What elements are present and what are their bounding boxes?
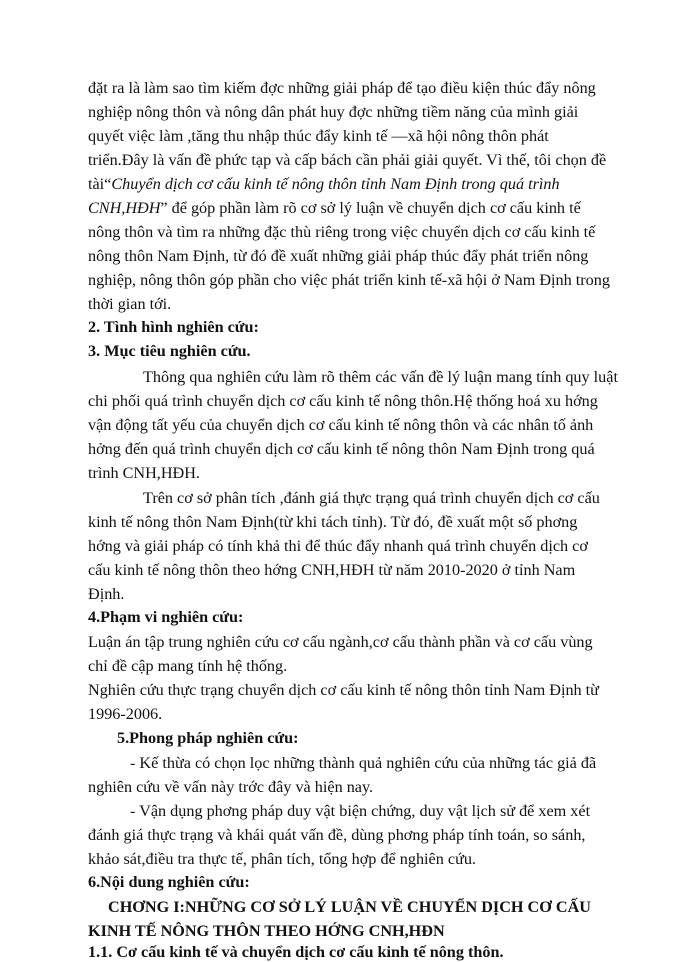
section3-para2-line-4: cấu kinh tế nông thôn theo hớng CNH,HĐH từ năm 2010-2020 ở tỉnh Nam	[88, 561, 576, 579]
intro-line-9: nghiệp, nông thôn góp phần cho việc phát triển kinh tế-xã hội ở Nam Định trong	[88, 271, 610, 289]
heading-5: 5.Phong pháp nghiên cứu:	[117, 729, 299, 747]
intro-line-4: triển.Đây là vấn đề phức tạp và cấp bách cần phải giải quyết. Vì thế, tôi chọn đề	[88, 151, 607, 169]
intro-line-5-pre: tài“	[88, 175, 112, 193]
intro-line-5	[88, 174, 560, 194]
intro-line-8: nông thôn Nam Định, từ đó đề xuất những giải pháp thúc đẩy phát triển nông	[88, 247, 589, 265]
intro-line-6-post: ” để góp phần làm rõ cơ sở lý luận về chuyển dịch cơ cấu kinh tế	[160, 199, 581, 217]
intro-line-6	[88, 198, 581, 218]
heading-4: 4.Phạm vi nghiên cứu:	[88, 608, 244, 626]
section3-para2-line-3: hớng và giải pháp có tính khả thi để thúc đẩy nhanh quá trình chuyển dịch cơ	[88, 537, 588, 555]
section3-para1-line-4: hởng đến quá trình chuyển dịch cơ cấu kinh tế nông thôn Nam Định trong quá	[88, 440, 595, 458]
section3-para1-line-2: chi phối quá trình chuyển dịch cơ cấu kinh tế nông thôn.Hệ thống hoá xu hớng	[88, 392, 598, 410]
section3-para1-line-1: Thông qua nghiên cứu làm rõ thêm các vấn đề lý luận mang tính quy luật	[143, 368, 618, 386]
intro-line-7: nông thôn và tìm ra những đặc thù riêng trong việc chuyển dịch cơ cấu kinh tế	[88, 223, 596, 241]
section3-para1-line-3: vận động tất yếu của chuyển dịch cơ cấu kinh tế nông thôn và các nhân tố ảnh	[88, 416, 594, 434]
section5-para2-line-3: khảo sát,điều tra thực tế, phân tích, tổng hợp để nghiên cứu.	[88, 850, 476, 868]
section4-para2-line-2: 1996-2006.	[88, 705, 163, 723]
chapter-title-line-2: KINH TẾ NÔNG THÔN THEO HỚNG CNH,HĐN	[88, 922, 445, 940]
intro-line-10: thời gian tới.	[88, 295, 172, 313]
section4-para1-line-1: Luận án tập trung nghiên cứu cơ cấu ngành,cơ cấu thành phần và cơ cấu vùng	[88, 633, 593, 651]
thesis-title-part-1: Chuyển dịch cơ cấu kinh tế nông thôn tỉnh Nam Định trong quá trình	[111, 175, 560, 193]
section4-para2-line-1: Nghiên cứu thực trạng chuyển dịch cơ cấu kinh tế nông thôn tỉnh Nam Định từ	[88, 681, 599, 699]
chapter-title-line-1: CHƠNG I:NHỮNG CƠ SỞ LÝ LUẬN VỀ CHUYỂN DỊCH CƠ CẤU	[108, 898, 591, 916]
section5-para1-line-1: - Kế thừa có chọn lọc những thành quả nghiên cứu của những tác giả đã	[130, 754, 597, 772]
section3-para2-line-5: Định.	[88, 585, 125, 603]
heading-3: 3. Mục tiêu nghiên cứu.	[88, 342, 251, 360]
section3-para1-line-5: trình CNH,HĐH.	[88, 464, 200, 482]
thesis-title-part-2: CNH,HĐH	[88, 199, 161, 217]
intro-line-2: nghiệp nông thôn và nông dân phát huy đợc những tiềm năng của mình giải	[88, 103, 579, 121]
intro-line-3: quyết việc làm ,tăng thu nhập thúc đẩy kinh tế —xã hội nông thôn phát	[88, 127, 549, 145]
heading-2: 2. Tình hình nghiên cứu:	[88, 318, 259, 336]
section5-para2-line-2: đánh giá thực trạng và khái quát vấn đề, dùng phơng pháp tính toán, so sánh,	[88, 826, 586, 844]
heading-1-1: 1.1. Cơ cấu kinh tế và chuyển dịch cơ cấu kinh tế nông thôn.	[88, 943, 504, 961]
section5-para2-line-1: - Vận dụng phơng pháp duy vật biện chứng, duy vật lịch sử để xem xét	[130, 802, 591, 820]
section5-para1-line-2: nghiên cứu về vấn này trớc đây và hiện nay.	[88, 778, 374, 796]
heading-6: 6.Nội dung nghiên cứu:	[88, 873, 250, 891]
section3-para2-line-1: Trên cơ sở phân tích ,đánh giá thực trạng quá trình chuyển dịch cơ cấu	[143, 489, 600, 507]
intro-line-1: đặt ra là làm sao tìm kiếm đợc những giải pháp để tạo điều kiện thúc đẩy nông	[88, 79, 596, 97]
section3-para2-line-2: kinh tế nông thôn Nam Định(từ khi tách tỉnh). Từ đó, đề xuất một số phơng	[88, 513, 578, 531]
section4-para1-line-2: chỉ đề cập mang tính hệ thống.	[88, 657, 288, 675]
